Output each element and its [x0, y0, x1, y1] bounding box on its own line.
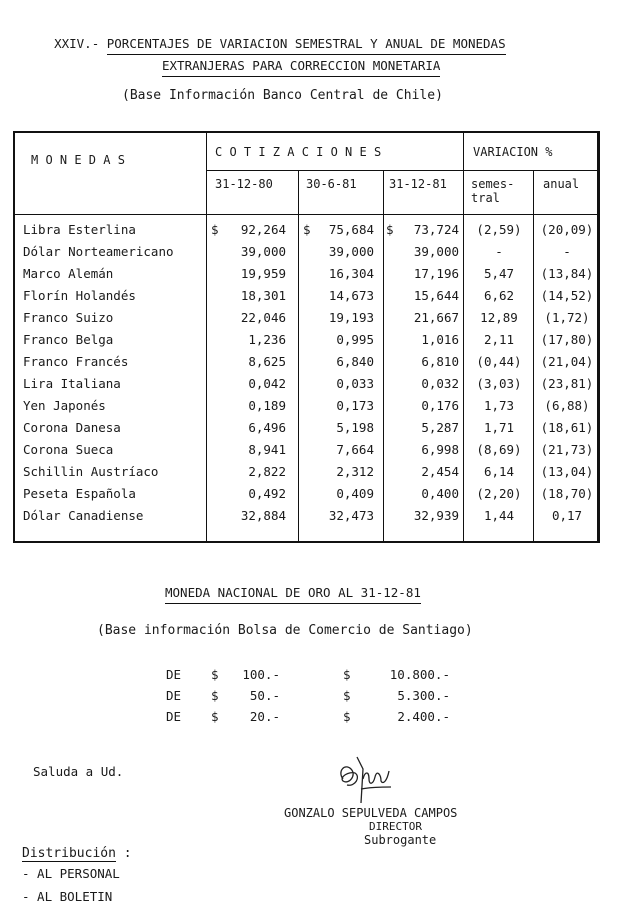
- rate-31-12-81: 6,810: [421, 354, 459, 369]
- variation-anual: (6,88): [544, 398, 590, 413]
- currency-name: Lira Italiana: [23, 376, 121, 391]
- rate-30-6-81: 0,995: [336, 332, 374, 347]
- variation-anual: 0,17: [551, 508, 583, 523]
- variation-anual: (21,04): [540, 354, 594, 369]
- rate-31-12-81: 6,998: [421, 442, 459, 457]
- rate-31-12-80: 22,046: [240, 310, 286, 325]
- rate-30-6-81: 75,684: [328, 222, 374, 237]
- distribution-colon: :: [115, 846, 132, 861]
- variation-semestral: 1,73: [483, 398, 515, 413]
- variation-anual: (1,72): [544, 310, 590, 325]
- header-semestral: semes- tral: [471, 177, 515, 205]
- currency-symbol: $: [211, 222, 219, 237]
- rate-31-12-81: 21,667: [413, 310, 459, 325]
- rate-31-12-80: 39,000: [240, 244, 286, 259]
- rate-31-12-80: 6,496: [248, 420, 286, 435]
- gold-currency-symbol: $: [343, 709, 351, 724]
- variation-anual: (21,73): [540, 442, 594, 457]
- header-anual: anual: [543, 177, 580, 191]
- gold-price-row: [0, 688, 630, 708]
- rate-30-6-81: 0,409: [336, 486, 374, 501]
- variation-semestral: (8,69): [476, 442, 522, 457]
- header-variacion: VARIACION %: [473, 145, 553, 159]
- rate-31-12-81: 39,000: [413, 244, 459, 259]
- rate-31-12-80: 2,822: [248, 464, 286, 479]
- variation-anual: (20,09): [540, 222, 594, 237]
- table-row: [15, 288, 597, 310]
- variation-semestral: 6,14: [483, 464, 515, 479]
- rate-31-12-80: 92,264: [240, 222, 286, 237]
- rate-31-12-81: 1,016: [421, 332, 459, 347]
- header-date-1: 31-12-80: [215, 177, 273, 191]
- table-row: [15, 442, 597, 464]
- table-row: [15, 354, 597, 376]
- variation-anual: (13,04): [540, 464, 594, 479]
- variation-semestral: 5,47: [483, 266, 515, 281]
- currency-name: Dólar Norteamericano: [23, 244, 174, 259]
- rate-31-12-80: 18,301: [240, 288, 286, 303]
- variation-anual: (18,61): [540, 420, 594, 435]
- currency-name: Franco Belga: [23, 332, 114, 347]
- currency-name: Corona Danesa: [23, 420, 121, 435]
- distribution-label: Distribución: [22, 846, 116, 861]
- table-row: [15, 464, 597, 486]
- rate-31-12-81: 2,454: [421, 464, 459, 479]
- gold-price: 5.300.-: [397, 688, 450, 703]
- distribution-item: - AL PERSONAL: [22, 866, 120, 881]
- table-row: [15, 420, 597, 442]
- variation-semestral: (2,20): [476, 486, 522, 501]
- currency-name: Dólar Canadiense: [23, 508, 144, 523]
- table-row: [15, 332, 597, 354]
- gold-currency-symbol: $: [343, 688, 351, 703]
- currency-table: [13, 131, 600, 543]
- gold-section-title: MONEDA NACIONAL DE ORO AL 31-12-81: [165, 585, 421, 604]
- heading-line-2: EXTRANJERAS PARA CORRECCION MONETARIA: [162, 58, 440, 77]
- currency-name: Schillin Austríaco: [23, 464, 159, 479]
- variation-semestral: 1,44: [483, 508, 515, 523]
- signer-title: DIRECTOR: [369, 820, 422, 833]
- rate-31-12-80: 8,941: [248, 442, 286, 457]
- table-row: [15, 244, 597, 266]
- gold-prefix: DE: [166, 688, 182, 703]
- variation-semestral: -: [495, 244, 503, 259]
- header-divider: [15, 214, 597, 215]
- currency-name: Corona Sueca: [23, 442, 114, 457]
- currency-name: Marco Alemán: [23, 266, 114, 281]
- variation-anual: -: [563, 244, 571, 259]
- variation-anual: (18,70): [540, 486, 594, 501]
- gold-denomination: 50.-: [249, 688, 280, 703]
- table-row: [15, 376, 597, 398]
- variation-semestral: (2,59): [476, 222, 522, 237]
- currency-symbol: $: [303, 222, 311, 237]
- currency-symbol: $: [386, 222, 394, 237]
- gold-denomination: 100.-: [242, 667, 280, 682]
- header-date-2: 30-6-81: [306, 177, 357, 191]
- rate-30-6-81: 16,304: [328, 266, 374, 281]
- header-cotizaciones: C O T I Z A C I O N E S: [215, 145, 382, 159]
- gold-price: 2.400.-: [397, 709, 450, 724]
- section-number: XXIV.-: [54, 36, 100, 51]
- variation-semestral: 2,11: [483, 332, 515, 347]
- distribution-heading: [22, 846, 132, 861]
- table-row: [15, 266, 597, 288]
- gold-price: 10.800.-: [389, 667, 450, 682]
- rate-30-6-81: 7,664: [336, 442, 374, 457]
- rate-31-12-81: 0,032: [421, 376, 459, 391]
- variation-semestral: (3,03): [476, 376, 522, 391]
- variation-anual: (17,80): [540, 332, 594, 347]
- rate-30-6-81: 6,840: [336, 354, 374, 369]
- gold-currency-symbol: $: [211, 709, 219, 724]
- heading-line-1: PORCENTAJES DE VARIACION SEMESTRAL Y ANUAL DE MONEDAS: [107, 36, 506, 55]
- currency-name: Yen Japonés: [23, 398, 106, 413]
- rate-31-12-80: 8,625: [248, 354, 286, 369]
- header-monedas: M O N E D A S: [31, 153, 125, 167]
- distribution-item: - AL BOLETIN: [22, 889, 113, 904]
- variation-anual: (14,52): [540, 288, 594, 303]
- gold-denomination: 20.-: [249, 709, 280, 724]
- table-row: [15, 398, 597, 420]
- gold-prefix: DE: [166, 667, 182, 682]
- rate-31-12-80: 32,884: [240, 508, 286, 523]
- gold-currency-symbol: $: [211, 688, 219, 703]
- gold-price-row: [0, 709, 630, 729]
- greeting: Saluda a Ud.: [33, 764, 124, 779]
- rate-31-12-80: 1,236: [248, 332, 286, 347]
- rate-30-6-81: 14,673: [328, 288, 374, 303]
- rate-31-12-80: 0,189: [248, 398, 286, 413]
- gold-price-row: [0, 667, 630, 687]
- currency-name: Peseta Española: [23, 486, 136, 501]
- rate-30-6-81: 32,473: [328, 508, 374, 523]
- signer-subtitle: Subrogante: [364, 833, 437, 847]
- currency-name: Franco Francés: [23, 354, 129, 369]
- rate-30-6-81: 2,312: [336, 464, 374, 479]
- rate-31-12-80: 0,492: [248, 486, 286, 501]
- gold-source-note: (Base información Bolsa de Comercio de Santiago): [97, 623, 473, 638]
- header-date-3: 31-12-81: [389, 177, 447, 191]
- gold-prefix: DE: [166, 709, 182, 724]
- document-heading: [39, 21, 506, 51]
- rate-30-6-81: 19,193: [328, 310, 374, 325]
- variation-anual: (13,84): [540, 266, 594, 281]
- rate-30-6-81: 0,033: [336, 376, 374, 391]
- source-note: (Base Información Banco Central de Chile): [122, 88, 443, 103]
- rate-31-12-81: 15,644: [413, 288, 459, 303]
- rate-31-12-81: 0,176: [421, 398, 459, 413]
- table-row: [15, 222, 597, 244]
- currency-name: Libra Esterlina: [23, 222, 136, 237]
- table-row: [15, 486, 597, 508]
- variation-anual: (23,81): [540, 376, 594, 391]
- currency-name: Franco Suizo: [23, 310, 114, 325]
- signer-name: GONZALO SEPULVEDA CAMPOS: [284, 806, 458, 820]
- rate-30-6-81: 39,000: [328, 244, 374, 259]
- table-row: [15, 508, 597, 530]
- rate-31-12-80: 0,042: [248, 376, 286, 391]
- rate-31-12-81: 5,287: [421, 420, 459, 435]
- gold-currency-symbol: $: [211, 667, 219, 682]
- variation-semestral: (0,44): [476, 354, 522, 369]
- gold-currency-symbol: $: [343, 667, 351, 682]
- variation-semestral: 1,71: [483, 420, 515, 435]
- rate-30-6-81: 5,198: [336, 420, 374, 435]
- variation-semestral: 12,89: [480, 310, 518, 325]
- rate-31-12-81: 32,939: [413, 508, 459, 523]
- table-row: [15, 310, 597, 332]
- rate-31-12-81: 17,196: [413, 266, 459, 281]
- variation-semestral: 6,62: [483, 288, 515, 303]
- rate-31-12-80: 19,959: [240, 266, 286, 281]
- currency-name: Florín Holandés: [23, 288, 136, 303]
- header-subdivider: [206, 170, 597, 171]
- rate-31-12-81: 0,400: [421, 486, 459, 501]
- signature-image: [335, 751, 415, 807]
- rate-30-6-81: 0,173: [336, 398, 374, 413]
- rate-31-12-81: 73,724: [413, 222, 459, 237]
